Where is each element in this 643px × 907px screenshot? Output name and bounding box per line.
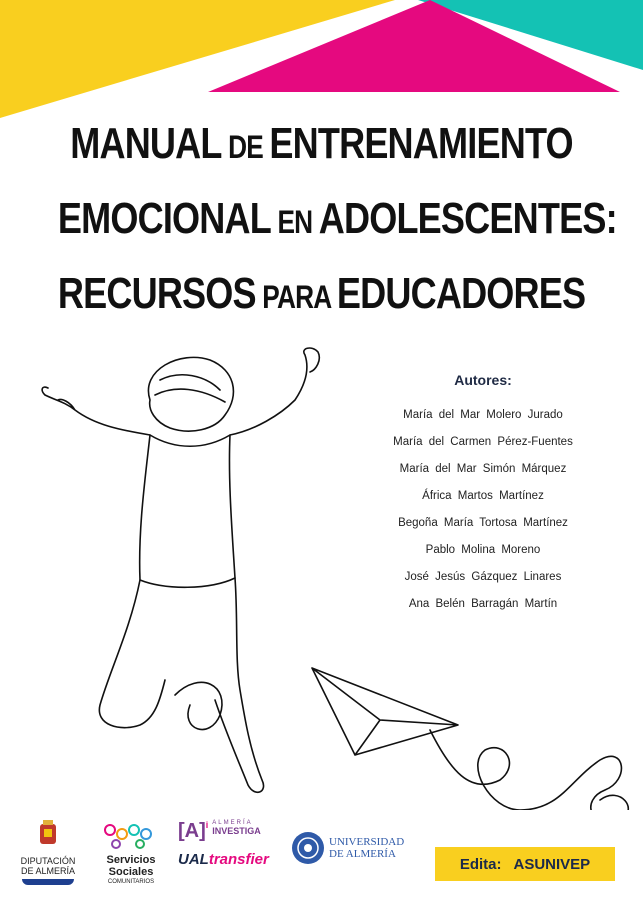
universidad-line2: DE ALMERÍA [329, 848, 396, 860]
people-circles-icon [100, 820, 162, 850]
almeria-investiga-logo [178, 820, 278, 868]
author-name: María del Mar Simón Márquez [399, 463, 567, 475]
authors-heading: Autores: [454, 372, 512, 388]
authors-block [392, 372, 574, 618]
figure-right-leg [215, 578, 264, 792]
figure-left-arm [42, 387, 150, 435]
plane-trail [430, 730, 628, 810]
cover-title [57, 108, 617, 333]
figure-right-arm [230, 348, 319, 435]
title-line-2: EMOCIONAL EN ADOLESCENTES: [57, 194, 617, 243]
investiga-line1: ALMERÍA [212, 820, 253, 826]
universidad-line1: UNIVERSIDAD [329, 836, 405, 848]
figure-torso [140, 435, 235, 587]
author-name: Pablo Molina Moreno [425, 544, 541, 556]
servicios-line2: Sociales [108, 866, 154, 878]
publisher-box [435, 847, 615, 881]
figure-scribble [175, 682, 222, 729]
diputacion-wave [22, 879, 74, 885]
university-seal-icon [290, 830, 326, 866]
author-name: José Jesús Gázquez Linares [404, 571, 562, 583]
coat-of-arms-icon [16, 820, 80, 852]
investiga-bracket: [A] [178, 820, 206, 842]
publisher-name: ASUNIVEP [513, 855, 591, 873]
publisher-label: Edita: [459, 855, 502, 873]
title-line-3: RECURSOS PARA EDUCADORES [57, 269, 586, 318]
servicios-sociales-logo [100, 820, 162, 886]
author-name: María del Mar Molero Jurado [403, 409, 563, 421]
servicios-line3: COMUNITARIOS [107, 879, 155, 885]
investiga-sup: i [205, 820, 209, 830]
figure-head [148, 357, 233, 431]
figure-left-leg [99, 580, 165, 728]
diputacion-line2: DE ALMERÍA [20, 866, 76, 876]
author-name: Begoña María Tortosa Martínez [398, 517, 568, 529]
investiga-line2: INVESTIGA [212, 826, 261, 836]
author-name: Ana Belén Barragán Martín [408, 598, 558, 610]
servicios-line1: Servicios [106, 854, 156, 866]
author-name: África Martos Martínez [422, 490, 544, 502]
ualtransfier-logo: UALtransfier [178, 851, 269, 868]
top-decoration [0, 0, 643, 120]
universidad-almeria-logo [290, 830, 410, 866]
title-line-1: MANUAL DE ENTRENAMIENTO [70, 119, 573, 168]
diputacion-logo [16, 820, 80, 885]
diputacion-line1: DIPUTACIÓN [20, 856, 76, 866]
author-name: María del Carmen Pérez-Fuentes [393, 436, 573, 448]
